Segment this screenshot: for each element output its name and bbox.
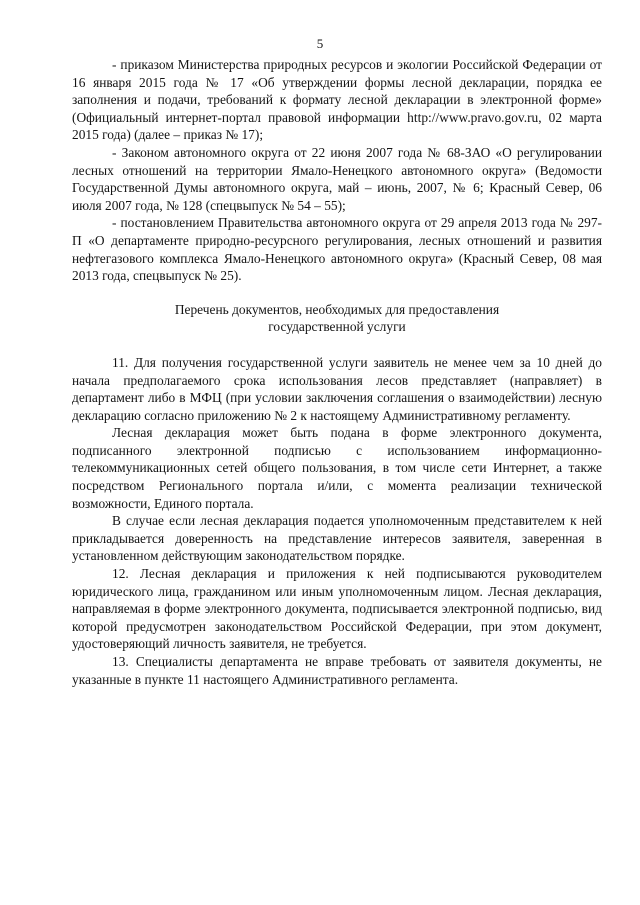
page-number: 5 — [316, 36, 324, 51]
legal-basis-item: - Законом автономного округа от 22 июня 2007 года № 68-ЗАО «О регулировании лесных отношений на территории Ямало-Ненецкого автономного округа» (Ведомости Государственной Думы автономного округа, май – июнь, 2007, № 6; Красный Север, 06 июля 2007 года, № 128 (спецвыпуск № 54 – 55); — [72, 144, 602, 213]
paragraph-12: 12. Лесная декларация и приложения к ней подписываются руководителем юридического лица, гражданином или иным уполномоченным лицом. Лесная декларация, направляемая в форме электронного документа, подписывается электронной подписью, вид которой предусмотрен законодательством Российской Федерации, при этом документ, удостоверяющий личность заявителя, не требуется. — [72, 566, 602, 652]
document-body — [72, 56, 602, 688]
section-heading-line: государственной услуги — [268, 319, 406, 335]
paragraph-13: 13. Специалисты департамента не вправе требовать от заявителя документы, не указанные в пункте 11 настоящего Административного регламента. — [72, 654, 602, 687]
section-heading-line: Перечень документов, необходимых для предоставления — [174, 301, 500, 317]
paragraph-representative: В случае если лесная декларация подается уполномоченным представителем к ней прикладывается доверенность на представление интересов заявителя, заверенная в установленном действующим законодательством порядке. — [72, 513, 602, 564]
paragraph-11: 11. Для получения государственной услуги заявитель не менее чем за 10 дней до начала предполагаемого срока использования лесов представляет (направляет) в департамент либо в МФЦ (при условии заключения соглашения о взаимодействии) лесную декларацию согласно приложению № 2 к настоящему Административному регламенту. — [72, 354, 602, 423]
legal-basis-item: - приказом Министерства природных ресурсов и экологии Российской Федерации от 16 января 2015 года № 17 «Об утверждении формы лесной декларации, порядка ее заполнения и подачи, требований к формату лесной декларации в электронной форме» (Официальный интернет-портал правовой информации http://www.pravo.gov.ru, 02 марта 2015 года) (далее – приказ № 17); — [72, 57, 602, 143]
legal-basis-item: - постановлением Правительства автономного округа от 29 апреля 2013 года № 297-П «О департаменте природно-ресурсного регулирования, лесных отношений и развития нефтегазового комплекса Ямало-Ненецкого автономного округа» (Красный Север, 08 мая 2013 года, спецвыпуск № 25). — [72, 215, 602, 284]
section-heading — [72, 301, 602, 336]
paragraph-electronic-form: Лесная декларация может быть подана в форме электронного документа, подписанного электронной подписью с использованием информационно-телекоммуникационных сетей общего пользования, в том числе сети Интернет, а также посредством Регионального портала и/или, с момента реализации технической возможности, Единого портала. — [72, 425, 602, 511]
